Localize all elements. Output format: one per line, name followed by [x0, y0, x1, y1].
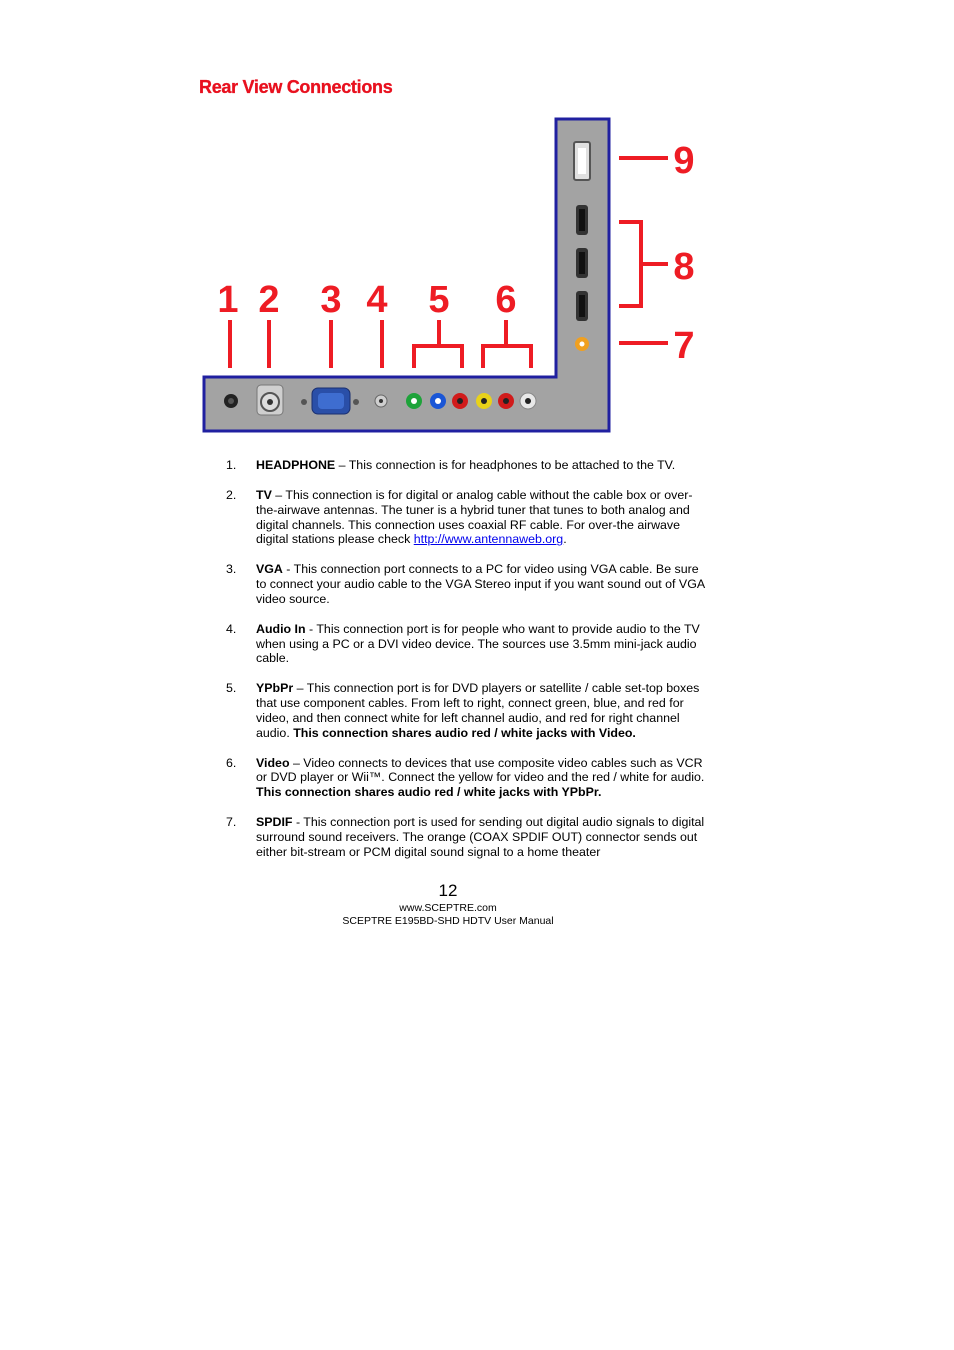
list-item: 2. TV – This connection is for digital or analog cable without the cable box or over-the-airwave antennas. The tuner is a hybrid tuner that tunes to both analog and digital channels. This connection uses coaxial RF cable. For over-the airwave digital stations please check http://www.antennaweb.org.	[226, 487, 693, 547]
callout-8: 8	[673, 246, 695, 288]
callout-5: 5	[428, 279, 450, 321]
callout-7: 7	[673, 325, 695, 367]
callout-6: 6	[495, 279, 517, 321]
rear-panel	[204, 119, 609, 431]
list-item: 3. VGA - This connection port connects to a PC for video using VGA cable. Be sure to connect your audio cable to the VGA Stereo input if you want sound out of VGA video source.	[226, 562, 705, 606]
callout-2: 2	[258, 279, 280, 321]
callout-1: 1	[217, 279, 239, 321]
section-title: Rear View Connections	[199, 77, 393, 97]
page-number: 12	[438, 881, 458, 900]
footer-site: www.SCEPTRE.com	[399, 902, 497, 914]
callout-4: 4	[366, 279, 388, 321]
list-item: 6. Video – Video connects to devices that use composite video cables such as VCR or DVD player or Wii™. Connect the yellow for video and the red / white for audio. This connection shares audio red / white jacks with YPbPr.	[226, 755, 705, 800]
video-jacks-icon	[476, 393, 536, 409]
list-item: 7. SPDIF - This connection port is used for sending out digital audio signals to digital surround sound receivers. The orange (COAX SPDIF OUT) connector sends out either bit-stream or PCM digital sound signal to a home theater	[226, 815, 705, 859]
connection-list	[226, 458, 706, 875]
list-item: 1. HEADPHONE – This connection is for headphones to be attached to the TV.	[226, 458, 676, 472]
rear-panel-diagram	[200, 115, 712, 437]
callout-3: 3	[320, 279, 342, 321]
audio-in-jack-icon	[375, 395, 387, 407]
ypbpr-jacks-icon	[406, 393, 468, 409]
list-item: 5. YPbPr – This connection port is for DVD players or satellite / cable set-top boxes that use component cables. From left to right, connect green, blue, and red for video, and then connect white for left channel audio, and red for right channel audio. This connection shares audio red / white jacks with Video.	[226, 681, 700, 740]
headphone-jack-icon	[224, 394, 238, 408]
hdmi-ports-icon	[576, 205, 588, 321]
coax-rf-jack-icon	[257, 385, 283, 415]
usb-port-icon	[574, 142, 590, 180]
antennaweb-link[interactable]: http://www.antennaweb.org	[413, 532, 564, 547]
list-item: 4. Audio In - This connection port is for people who want to provide audio to the TV when using a PC or a DVI video device. The sources use 3.5mm mini-jack audio cable.	[226, 621, 700, 666]
footer-manual-title: SCEPTRE E195BD-SHD HDTV User Manual	[342, 915, 554, 927]
spdif-jack-icon	[575, 337, 589, 351]
callout-9: 9	[673, 140, 695, 182]
